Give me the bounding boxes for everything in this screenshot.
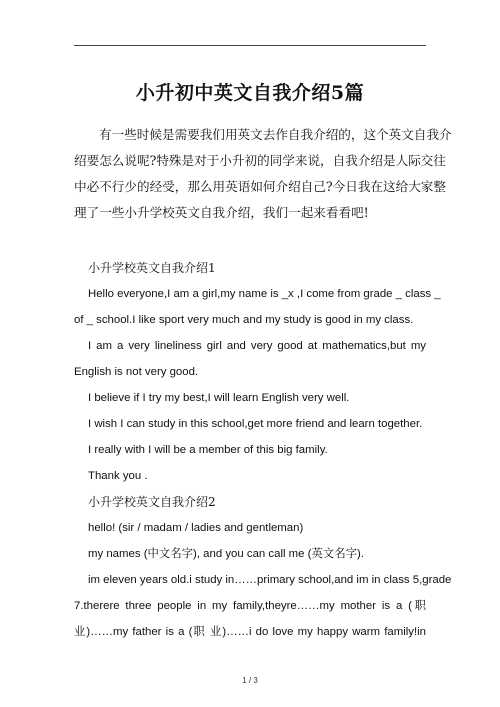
text-line: I believe if I try my best,I will learn English very well. bbox=[88, 392, 350, 404]
intro-line: 中必不行少的经受，那么用英语如何介绍自己?今日我在这给大家整 bbox=[74, 179, 446, 194]
text-line: 7.therere three people in my family,theyre……my mother is a (职 bbox=[74, 600, 426, 612]
text-line: of _ school.I like sport very much and my study is good in my class. bbox=[74, 314, 414, 326]
text-line: English is not very good. bbox=[74, 366, 199, 378]
section-heading-2: 小升学校英文自我介绍2 bbox=[88, 495, 216, 509]
text-line: I wish I can study in this school,get more friend and learn together. bbox=[88, 418, 423, 430]
text-line: I am a very lineliness girl and very good at mathematics,but my bbox=[88, 340, 426, 352]
intro-line: 理了一些小升学校英文自我介绍，我们一起来看看吧! bbox=[74, 205, 369, 220]
intro-paragraph bbox=[74, 122, 452, 226]
text-line: hello! (sir / madam / ladies and gentleman) bbox=[88, 522, 304, 534]
text-line: Thank you . bbox=[88, 470, 148, 482]
document-body bbox=[74, 255, 452, 645]
text-line: 业)……my father is a (职 业)……i do love my happy warm family!in bbox=[74, 626, 426, 638]
text-line: im eleven years old.i study in……primary school,and im in class 5,grade bbox=[88, 574, 452, 586]
page-number: 1 / 3 bbox=[242, 676, 258, 685]
header-rule bbox=[74, 45, 426, 46]
text-line: my names (中文名字), and you can call me (英文名字). bbox=[88, 548, 364, 560]
text-line: I really with I will be a member of this big family. bbox=[88, 444, 328, 456]
intro-line: 绍要怎么说呢?特殊是对于小升初的同学来说，自我介绍是人际交往 bbox=[74, 153, 446, 168]
document-title: 小升初中英文自我介绍5篇 bbox=[135, 82, 365, 104]
intro-line: 有一些时候是需要我们用英文去作自我介绍的，这个英文自我介 bbox=[99, 127, 452, 142]
text-line: Hello everyone,I am a girl,my name is _x ,I come from grade _ class _ bbox=[88, 288, 441, 300]
section-heading-1: 小升学校英文自我介绍1 bbox=[88, 261, 216, 275]
